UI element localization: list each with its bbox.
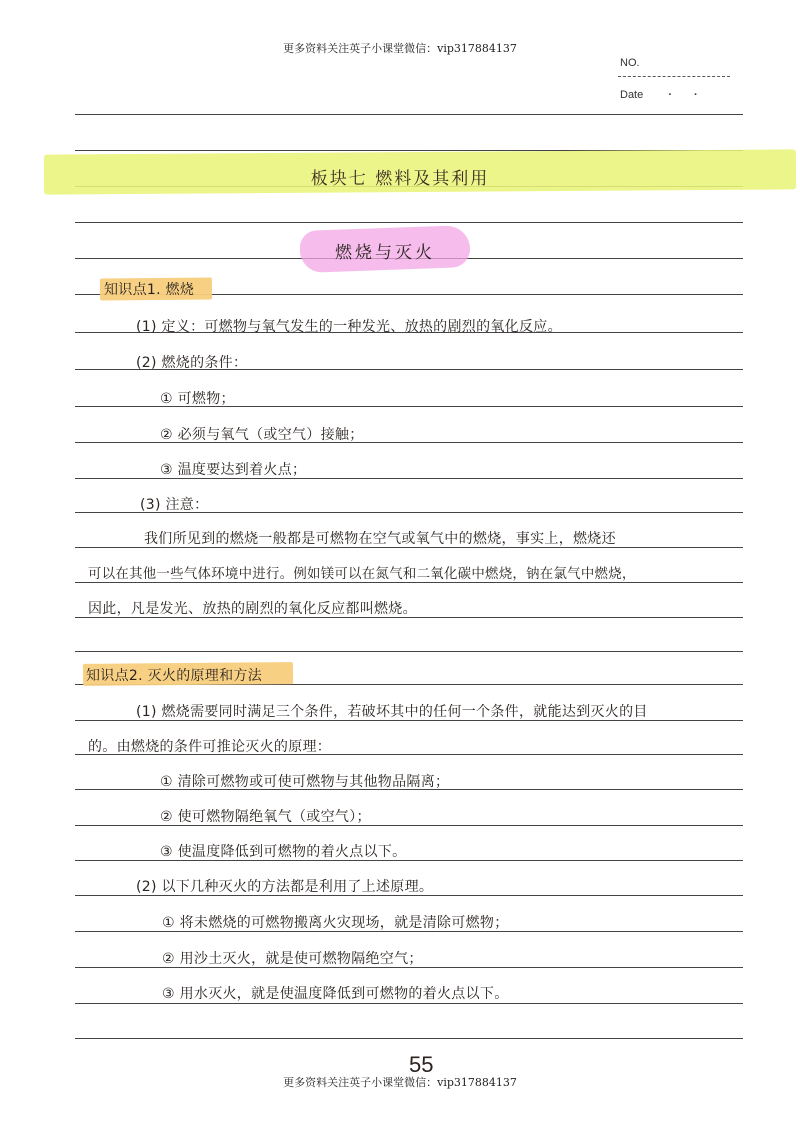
header-date-dots: ·· [668, 89, 720, 101]
knowledge1-condition: ① 可燃物； [160, 391, 235, 407]
knowledge2-intro-line: (1) 燃烧需要同时满足三个条件，若破坏其中的任何一个条件，就能达到灭火的目 [136, 704, 648, 720]
header-date-label: Date [620, 89, 644, 101]
page-number: 55 [409, 1052, 434, 1077]
knowledge2-method: ③ 用水灭火，就是使温度降低到可燃物的着火点以下。 [162, 986, 509, 1002]
knowledge1-note-line: 因此，凡是发光、放热的剧烈的氧化反应都叫燃烧。 [88, 601, 417, 617]
knowledge2-principle: ③ 使温度降低到可燃物的着火点以下。 [160, 844, 407, 860]
ruled-line [75, 651, 743, 652]
ruled-line [75, 222, 743, 223]
ruled-line [75, 114, 743, 115]
knowledge2-intro-line: 的。由燃烧的条件可推论灭火的原理： [88, 739, 332, 755]
knowledge2-principle: ② 使可燃物隔绝氧气（或空气）； [160, 809, 371, 825]
knowledge1-condition: ③ 温度要达到着火点； [160, 462, 307, 478]
knowledge1-conditions-title: (2) 燃烧的条件： [136, 355, 248, 371]
knowledge2-method: ① 将未燃烧的可燃物搬离火灾现场，就是清除可燃物； [162, 915, 509, 931]
ruled-line [75, 1003, 743, 1004]
knowledge1-note-line: 我们所见到的燃烧一般都是可燃物在空气或氧气中的燃烧，事实上，燃烧还 [144, 531, 616, 547]
header-date [620, 89, 720, 101]
knowledge2-label: 知识点2. 灭火的原理和方法 [86, 668, 263, 684]
watermark-bottom: 更多资料关注英子小课堂微信：vip317884137 [283, 1076, 517, 1089]
ruled-line [75, 1038, 743, 1039]
knowledge1-label: 知识点1. 燃烧 [104, 282, 195, 298]
knowledge1-note-line: 可以在其他一些气体环境中进行。例如镁可以在氮气和二氧化碳中燃烧，钠在氯气中燃烧， [88, 567, 636, 582]
knowledge1-note-title: (3) 注意： [140, 497, 209, 513]
knowledge2-method: ② 用沙土灭火，就是使可燃物隔绝空气； [162, 951, 423, 967]
header-no-label: NO. [620, 57, 640, 69]
ruled-line [75, 582, 743, 583]
header-divider [618, 76, 730, 77]
knowledge1-definition: (1) 定义：可燃物与氧气发生的一种发光、放热的剧烈的氧化反应。 [136, 319, 562, 335]
subtitle: 燃烧与灭火 [335, 243, 435, 263]
watermark-top: 更多资料关注英子小课堂微信：vip317884137 [283, 42, 517, 55]
knowledge1-condition: ② 必须与氧气（或空气）接触； [160, 427, 364, 443]
knowledge2-methods-title: (2) 以下几种灭火的方法都是利用了上述原理。 [136, 879, 434, 895]
knowledge2-principle: ① 清除可燃物或可使可燃物与其他物品隔离； [160, 774, 450, 790]
section-title: 板块七 燃料及其利用 [310, 169, 490, 189]
